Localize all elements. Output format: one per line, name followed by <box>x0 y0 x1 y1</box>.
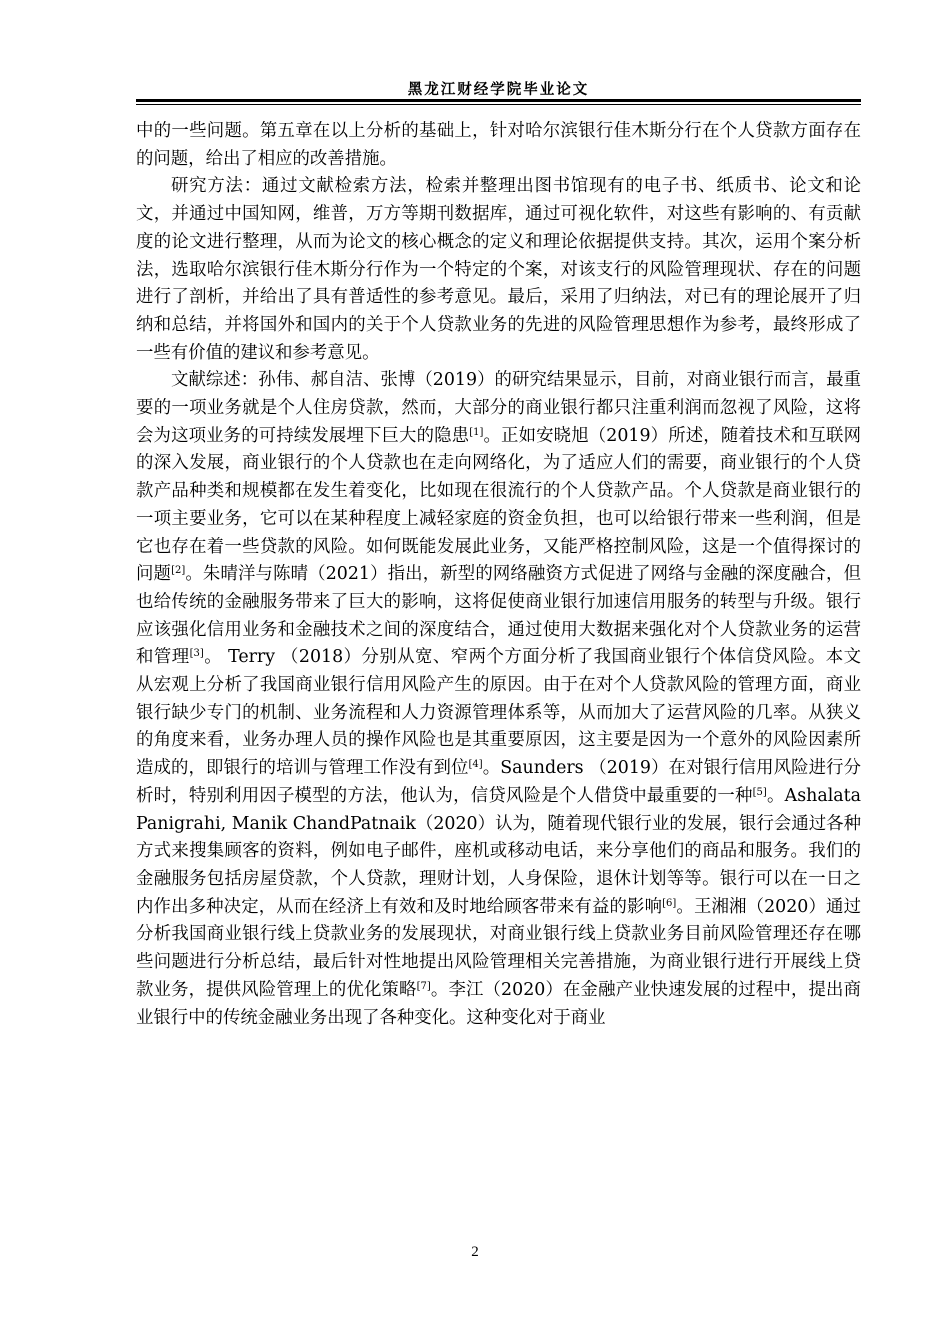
review-text-6: 。Ashalata Panigrahi, Manik ChandPatnaik（2020）认为，随着现代银行业的发展，银行会通过各种方式来搜集顾客的资料，例如电子邮件，座机或移动电话，来分享他们的商品和服务。我们的金融服务包括房屋贷款，个人贷款，理财计划，人身保险，退休计划等等。银行可以在一日之内作出多种决定，从而在经济上有效和及时地给顾客带来有益的影响 <box>136 785 861 917</box>
review-text-8: 。李江（2020）在金融产业快速发展的过程中，提出商业银行中的传统金融业务出现了各种变化。这种变化对于商业 <box>136 979 861 1028</box>
review-text-3: 。朱晴洋与陈晴（2021）指出，新型的网络融资方式促进了网络与金融的深度融合，但也给传统的金融服务带来了巨大的影响，这将促使商业银行加速信用服务的转型与升级。银行应该强化信用业务和金融技术之间的深度结合，通过使用大数据来强化对个人贷款业务的运营和管理 <box>136 564 861 668</box>
header-rule-thin <box>136 104 861 105</box>
paragraph-research-methods: 研究方法：通过文献检索方法，检索并整理出图书馆现有的电子书、纸质书、论文和论文，并通过中国知网，维普，万方等期刊数据库，通过可视化软件，对这些有影响的、有贡献度的论文进行整理，从而为论文的核心概念的定义和理论依据提供支持。其次，运用个案分析法，选取哈尔滨银行佳木斯分行作为一个特定的个案，对该支行的风险管理现状、存在的问题进行了剖析，并给出了具有普适性的参考意见。最后，采用了归纳法，对已有的理论展开了归纳和总结，并将国外和国内的关于个人贷款业务的先进的风险管理思想作为参考，最终形成了一些有价值的建议和参考意见。 <box>136 176 861 363</box>
citation-ref-4: [4] <box>468 759 483 771</box>
page-number: 2 <box>471 1244 479 1260</box>
review-text-4: 。 Terry （2018）分别从宽、窄两个方面分析了我国商业银行个体信贷风险。本文从宏观上分析了我国商业银行信用风险产生的原因。由于在对个人贷款风险的管理方面，商业银行缺少专门的机制、业务流程和人力资源管理体系等，从而加大了运营风险的几率。从狭义的角度来看，业务办理人员的操作风险也是其重要原因，这主要是因为一个意外的风险因素所造成的，即银行的培训与管理工作没有到位 <box>136 647 861 779</box>
header-rule-thick <box>136 99 861 102</box>
citation-ref-2: [2] <box>171 565 186 577</box>
review-text-2: 。正如安晓旭（2019）所述，随着技术和互联网的深入发展，商业银行的个人贷款也在走向网络化，为了适应人们的需要，商业银行的个人贷款产品种类和规模都在发生着变化，比如现在很流行的个人贷款产品。个人贷款是商业银行的一项主要业务，它可以在某种程度上减轻家庭的资金负担，也可以给银行带来一些利润，但是它也存在着一些贷款的风险。如何既能发展此业务，又能严格控制风险，这是一个值得探讨的问题 <box>136 425 861 585</box>
citation-ref-7: [7] <box>416 980 431 992</box>
review-text-7: 。王湘湘（2020）通过分析我国商业银行线上贷款业务的发展现状，对商业银行线上贷款业务目前风险管理还存在哪些问题进行分析总结，最后针对性地提出风险管理相关完善措施，为商业银行进行开展线上贷款业务，提供风险管理上的优化策略 <box>136 896 861 1000</box>
citation-ref-1: [1] <box>469 426 484 438</box>
body-text <box>136 118 861 1032</box>
running-header-title: 黑龙江财经学院毕业论文 <box>407 81 590 98</box>
review-text-5: 。Saunders （2019）在对银行信用风险进行分析时，特别利用因子模型的方法，他认为，信贷风险是个人借贷中最重要的一种 <box>136 758 861 806</box>
paragraph-continuation: 中的一些问题。第五章在以上分析的基础上，针对哈尔滨银行佳木斯分行在个人贷款方面存在的问题，给出了相应的改善措施。 <box>136 121 861 169</box>
citation-ref-3: [3] <box>189 648 204 660</box>
citation-ref-5: [5] <box>752 786 767 798</box>
paragraph-literature-review <box>136 367 861 1032</box>
review-text-1: 文献综述：孙伟、郝自洁、张博（2019）的研究结果显示，目前，对商业银行而言，最重要的一项业务就是个人住房贷款，然而，大部分的商业银行都只注重利润而忽视了风险，这将会为这项业务的可持续发展埋下巨大的隐患 <box>136 370 861 446</box>
citation-ref-6: [6] <box>662 897 677 909</box>
